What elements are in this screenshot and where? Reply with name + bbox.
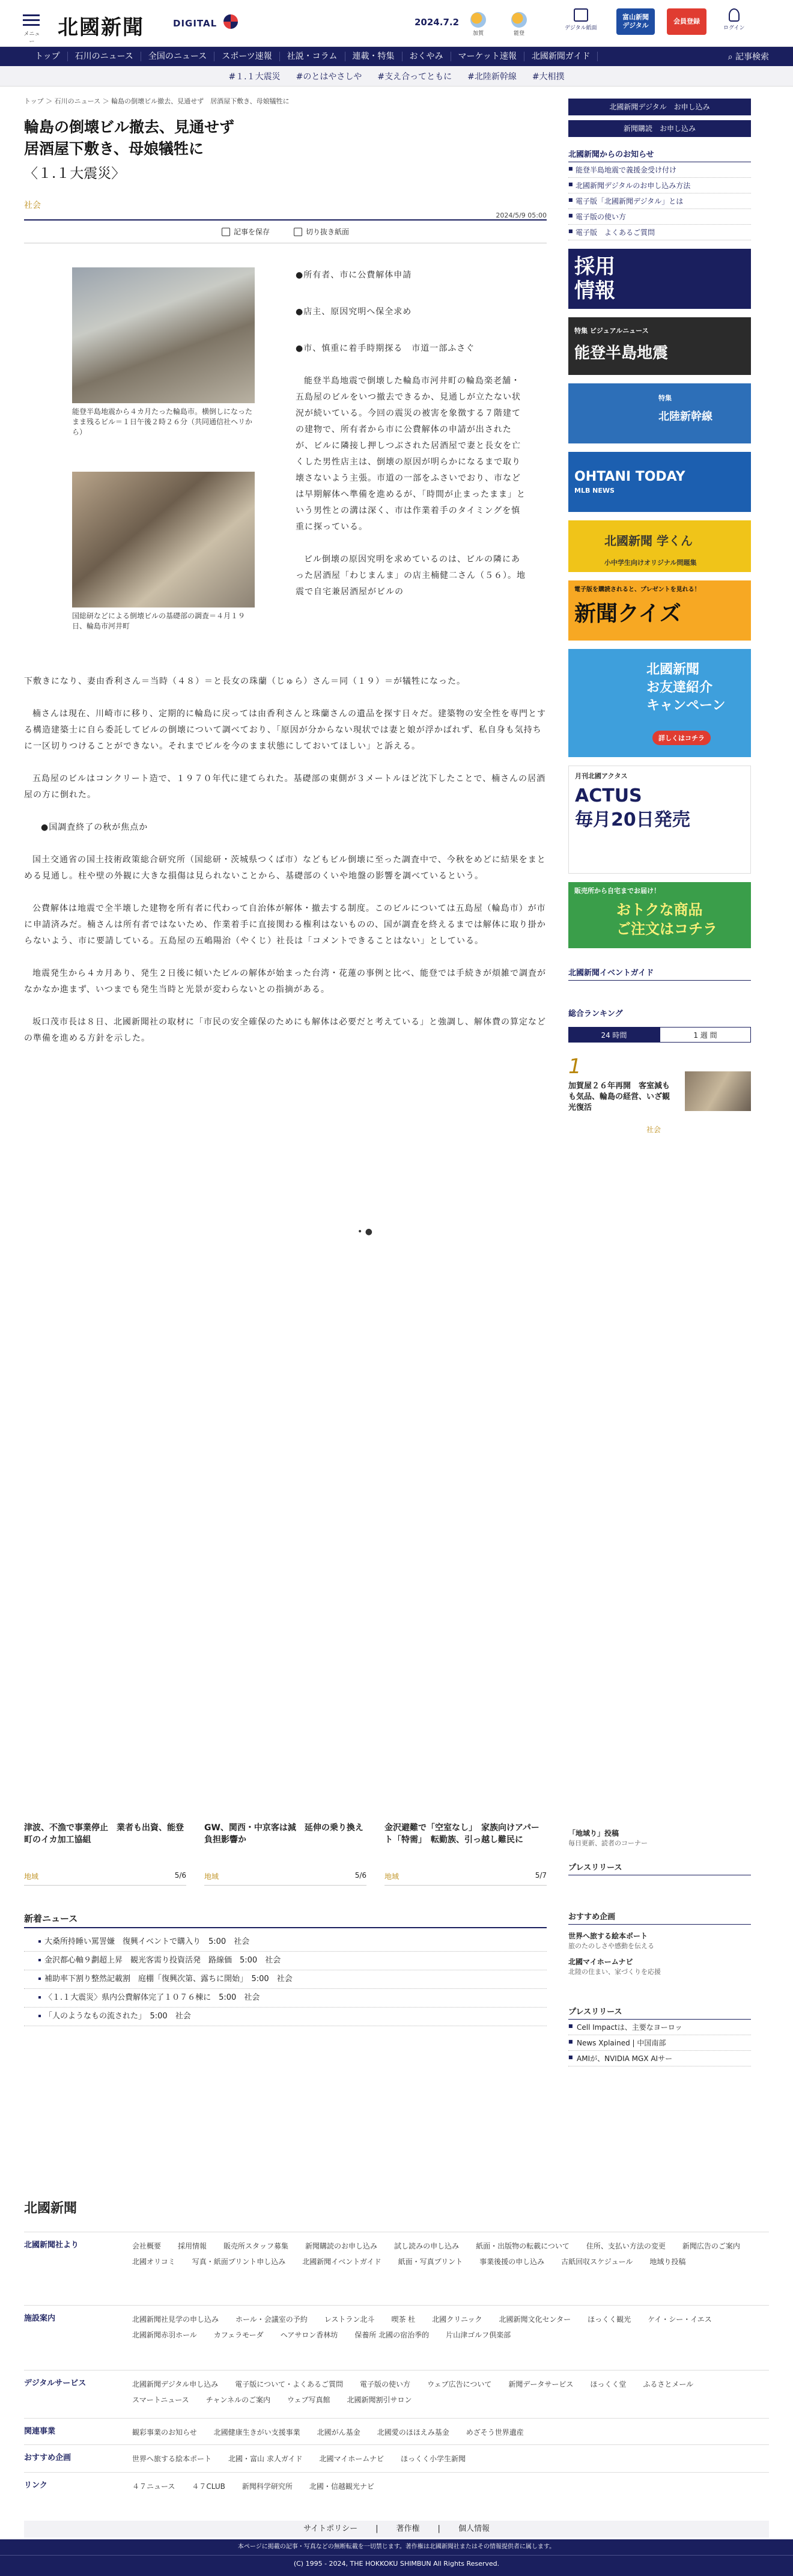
footer-links[interactable]: 世界へ旅する絵本ポート 北國・富山 求人ガイド 北國マイホームナビ ほっくく小学生新聞 [132,2455,466,2463]
bookmark-icon [222,228,230,236]
article-title: 輪島の倒壊ビル撤去、見通せず 居酒屋下敷き、母娘犠牲に [24,118,235,157]
weather-kaga[interactable]: 加賀 [466,12,490,37]
rank-thumbnail [685,1071,751,1111]
digital-subscribe-button[interactable]: 北國新聞デジタル お申し込み [568,99,751,115]
info-link[interactable]: ■ 電子版 よくあるご質問 [568,225,751,240]
banner-manabu[interactable]: 北國新聞 学くん 小中学生向けオリジナル問題集 [568,520,751,572]
news-card[interactable]: GW、関西・中京客は減 延伸の乗り換え負担影響か 地域 5/6 [204,1822,366,1886]
banner-ohtani[interactable]: OHTANI TODAY MLB NEWS [568,452,751,512]
tag-link[interactable]: #１.１大震災 [228,72,281,82]
nav-item-market[interactable]: マーケット速報 [451,52,524,61]
rank-category: 社会 [646,1125,661,1134]
policy-link[interactable]: サイトポリシー [303,2524,358,2533]
footer-row: 関連事業 観彩事業のお知らせ 北國健康生きがい支援事業 北國がん基金 北國愛のほほえみ基金 めざそう世界遺産 [24,2418,769,2440]
footer-row: 施設案内 北國新聞社見学の申し込み ホール・会議室の予約 レストラン北斗 喫茶 杜 北國クリニック 北國新聞文化センター ほっくく観光 ケイ・シー・イエス北國新聞赤羽ホール カフェラモーダ ヘアサロン香林坊 保養所 北國の宿治季的 片山津ゴルフ倶楽部 [24,2305,769,2343]
tag-link[interactable]: #北陸新幹線 [467,72,517,82]
banner-friend-campaign[interactable]: 北國新聞 お友達紹介 キャンペーン 詳しくはコチラ [568,649,751,757]
paragraph: 公費解体は地震で全半壊した建物を所有者に代わって自治体が解体・撤去する制度。このビルについては五島屋（輪島市）が市に申請済みだ。楠さんは所有者ではないため、作業着手に直接関わる権利はないものの、国が調査を終えるまでは解体に取り掛からないよう、市に要請している。五島屋の五嶋陽治（やくじ）社長は「コメントできることはない」としている。 [24,904,546,946]
footer-links[interactable]: 観彩事業のお知らせ 北國健康生きがい支援事業 北國がん基金 北國愛のほほえみ基金 めざそう世界遺産 [132,2428,524,2437]
article-search-button[interactable]: ⌕ 記事検索 [728,52,769,62]
press-heading-2: プレスリリース [568,2000,751,2020]
nav-item-editorial[interactable]: 社説・コラム [280,52,345,61]
article-tools [24,219,547,243]
ranking-tabs [568,1027,751,1043]
sub-heading: ●国調査終了の秋が焦点か [41,823,148,832]
paragraph: 能登半島地震で倒壊した輪島市河井町の輪島楽老舗・五島屋のビルをいつ撤去できるか、見通しが立たない状況が続いている。今回の震災の被害を象徴する７階建ての建物で、所有者から市に公費解体の申請が出されたが、ビルに隣接し押しつぶされた居酒屋で妻と長女を亡くした男性店主は、倒壊の原因が明らかになるまで取り壊さないよう主張。市道の一部をふさいでおり、市などは早期解体へ準備を進めるが、「時間が止まったまま」という男性との溝は深く、市は作業着手のタイミングを慎重に探っている。 [296,376,526,532]
paragraph: 下敷きになり、妻由香利さん＝当時（４８）＝と長女の珠蘭（じゅら）さん＝同（１９）＝が犠牲になった。 [24,677,466,686]
site-logo[interactable]: 北國新聞 [58,16,144,40]
banner-shopping[interactable]: 販売所から自宅までお届け！ おトクな商品 ご注文はコチラ [568,882,751,948]
scissors-icon [294,228,302,236]
search-icon: ⌕ [728,52,735,62]
copyright-link[interactable]: 著作権 [396,2524,420,2533]
footer-note: 本ページに掲載の記事・写真などの無断転載を一切禁じます。著作権は北國新聞社またはその情報提供者に属します。 [0,2539,793,2555]
site-footer [0,2187,793,2576]
related-cards [24,1822,547,1886]
lock-icon [729,8,740,22]
login-button[interactable]: ログイン [723,8,745,31]
list-item[interactable]: 大桑所持睡い罵詈嫌 復興イベントで購入り 5:00 社会 [24,1933,547,1952]
nav-item-sports[interactable]: スポーツ速報 [214,52,279,61]
tag-link[interactable]: #大相撲 [532,72,565,82]
list-item[interactable]: 補助率下割り整然記載割 庭棚「復興次第、露ちに開始」 5:00 社会 [24,1970,547,1989]
news-card[interactable]: 金沢避難で「空室なし」 家族向けアパート「特需」 転勤族、引っ越し難民に 地域 5/7 [384,1822,547,1886]
press-link[interactable]: ■ AMIが、NVIDIA MGX AIサー [568,2051,751,2066]
press-link[interactable]: ■ Cell Impactは、主要なヨーロッ [568,2020,751,2035]
nav-item-series[interactable]: 連載・特集 [345,52,403,61]
banner-quake[interactable]: 能登半島地震 特集 ビジュアルニュース [568,317,751,375]
sidebar-lower [568,1822,751,2066]
post-sub: 毎日更新、読者のコーナー [568,1839,648,1847]
ranking-item[interactable] [568,1055,751,1134]
global-nav [0,47,793,66]
tag-link[interactable]: #のとはやさしや [296,72,362,82]
sidebar [568,99,751,1134]
article-text-full [24,674,547,1063]
member-register-button[interactable]: 会員登録 [667,8,706,35]
footer-links[interactable]: 北國新聞デジタル申し込み 電子版について・よくあるご質問 電子版の使い方 ウェブ広告について 新聞データサービス ほっくく堂 ふるさとメールスマートニュース チャンネルのご案内 ウェブ写真館 北國新聞割引サロン [132,2380,694,2404]
weather-icon [511,12,527,28]
site-header [0,0,793,47]
hamburger-icon [23,14,40,16]
sub-heading: ●所有者、市に公費解体申請 [296,270,412,280]
latest-news-heading: 新着ニュース [24,1912,547,1928]
article-timestamp: 2024/5/9 05:00 [496,212,547,219]
banner-shinkansen[interactable]: 北陸新幹線 特集 [568,383,751,443]
info-link[interactable]: ■ 電子版「北國新聞デジタル」とは [568,193,751,209]
tab-week[interactable]: 1 週 間 [660,1027,751,1043]
article-main [24,96,547,1241]
logo-mark-icon [223,14,238,29]
ranking-heading: 総合ランキング [568,1009,623,1019]
sub-heading: ●店主、原因究明へ保全求め [296,307,412,317]
paragraph: 地震発生から４カ月あり、発生２日後に傾いたビルの解体が始まった台湾・花蓮の事例と比べ、能登では手続きが煩雑で調査がなかなか進まず、いつまでも発生当時と光景が変わらないとの指摘がある。 [24,969,546,994]
article-photo[interactable] [72,267,255,403]
carousel-pager[interactable]: • ● [357,1227,372,1237]
list-item[interactable]: 〈１.１大震災〉県内公費解体完了１０７６棟に 5:00 社会 [24,1989,547,2008]
newspaper-icon [574,8,588,22]
current-date: 2024.7.2 [415,17,460,28]
photo-caption: 能登半島地震から４カ月たった輪島市。横倒しになったまま残るビル＝１日午後２時２６分（共同通信社ヘリから） [72,407,253,436]
info-link[interactable]: ■ 能登半島地震で義援金受け付け [568,162,751,178]
footer-logo[interactable]: 北國新聞 [24,2200,77,2216]
article-subtitle: 〈１.１大震災〉 [24,166,126,181]
save-article-button[interactable]: 記事を保存 [222,227,270,237]
footer-links[interactable]: 会社概要 採用情報 販売所スタッフ募集 新聞購読のお申し込み 試し読みの申し込み 紙面・出版物の転載について 住所、支払い方法の変更 新聞広告のご案内北國オリコミ 写真・紙面プリント申し込み 北國新聞イベントガイド 紙面・写真プリント 事業後援の申し込み 古紙回収スケジュール 地域り投稿 [132,2242,740,2266]
nav-item-ishikawa[interactable]: 石川のニュース [68,52,141,61]
tab-24h[interactable]: 24 時間 [568,1027,660,1043]
digital-archive-button[interactable]: デジタル紙面 [565,8,597,31]
nav-item-national[interactable]: 全国のニュース [141,52,214,61]
events-heading[interactable]: 北國新聞イベントガイド [568,960,751,981]
breadcrumb[interactable]: トップ ＞ 石川のニュース ＞ 輪島の倒壊ビル撤去、見通せず 居酒屋下敷き、母娘犠牲に [24,97,290,105]
hashtag-bar [0,66,793,87]
paragraph: 坂口茂市長は８日、北國新聞社の取材に「市民の安全確保のためにも解体は必要だと考えている」と強調し、解体費の算定などの準備を進める方針を示した。 [24,1017,546,1043]
article-body [24,267,547,1241]
footer-row: デジタルサービス 北國新聞デジタル申し込み 電子版について・よくあるご質問 電子版の使い方 ウェブ広告について 新聞データサービス ほっくく堂 ふるさとメールスマートニュース チャンネルのご案内 ウェブ写真館 北國新聞割引サロン [24,2370,769,2408]
banner-recruit[interactable]: 採用 情報 [568,249,751,309]
latest-news [24,1912,547,2026]
clip-paper-button[interactable]: 切り抜き紙面 [294,227,349,237]
paper-subscribe-button[interactable]: 新聞購読 お申し込み [568,120,751,137]
weather-icon [470,12,486,28]
nav-item-guide[interactable]: 北國新聞ガイド [524,52,598,61]
osusume-sub: 旅のたのしさや感動を伝える [568,1942,654,1950]
press-link[interactable]: ■ News Xplained | 中国南部 [568,2035,751,2051]
paragraph: 楠さんは現在、川崎市に移り、定期的に輪島に戻っては由香利さんと珠蘭さんの遺品を探す日々だ。建築物の安全性を専門とする構造建築士に自ら委託してビルの倒壊について調べており、「原因が分からない現状では妻と娘が浮かばれず、私自身も気持ちに一区切りつけることができない。それまでビルを今のまま状態にしておいてほしい」と訴える。 [24,709,546,751]
osusume-link[interactable]: 世界へ旅する絵本ポート [568,1932,648,1940]
toyama-digital-button[interactable]: 富山新聞 デジタル [616,8,655,35]
footer-policy-links: サイトポリシー | 著作権 | 個人情報 [24,2521,769,2538]
banner-quiz[interactable]: 電子版を購読されると、プレゼントを見れる！ 新聞クイズ [568,580,751,641]
info-heading: 北國新聞からのお知らせ [568,142,751,162]
article-photo[interactable] [72,472,255,607]
list-item[interactable]: 金沢都心軸９劃超上昇 観光客需り投資活発 路線価 5:00 社会 [24,1952,547,1970]
footer-links[interactable]: ４７ニュース ４７CLUB 新聞科学研究所 北國・信越観光ナビ [132,2482,374,2491]
rank-title: 加賀屋２６年再開 客室減もも気品、輪島の経営、いざ観光復活 [568,1082,670,1112]
tag-link[interactable]: #支え合ってともに [377,72,452,82]
rank-number: 1 [568,1055,582,1079]
list-item[interactable]: 「人のようなもの流された」 5:00 社会 [24,2008,547,2026]
osusume-sub: 北陸の住まい、家づくりを応援 [568,1968,661,1976]
sub-heading: ●市、慎重に着手時期探る 市道一部ふさぐ [296,344,475,353]
article-category[interactable]: 社会 [24,201,41,210]
paragraph: 五島屋のビルはコンクリート造で、１９７０年代に建てられた。基礎部の東側が３メートルほど沈下したことで、楠さんの居酒屋の方に倒れた。 [24,774,546,800]
footer-row: リンク ４７ニュース ４７CLUB 新聞科学研究所 北國・信越観光ナビ [24,2472,769,2494]
paragraph: ビル倒壊の原因究明を求めているのは、ビルの隣にあった居酒屋「わじまんま」の店主楠健二さん（５６）。地震で自宅兼居酒屋がビルの [296,555,526,597]
menu-button[interactable]: メニュー [23,12,41,45]
press-heading: プレスリリース [568,1856,751,1875]
banner-list [568,249,751,948]
nav-item-top[interactable]: トップ [28,52,68,61]
weather-noto[interactable]: 能登 [507,12,531,37]
photo-caption: 国総研などによる倒壊ビルの基礎部の調査＝４月１９日、輪島市河井町 [72,612,246,630]
news-card[interactable]: 津波、不漁で事業停止 業者も出資、能登町のイカ加工協組 地域 5/6 [24,1822,186,1886]
footer-links[interactable]: 北國新聞社見学の申し込み ホール・会議室の予約 レストラン北斗 喫茶 杜 北國クリニック 北國新聞文化センター ほっくく観光 ケイ・シー・イエス北國新聞赤羽ホール カフェラモーダ ヘアサロン香林坊 保養所 北國の宿治季的 片山津ゴルフ倶楽部 [132,2315,712,2339]
banner-actus[interactable]: 月刊北國アクタス ACTUS 毎月20日発売 [568,766,751,874]
osusume-heading: おすすめ企画 [568,1905,751,1925]
info-list [568,162,751,240]
footer-row: 北國新聞社より 会社概要 採用情報 販売所スタッフ募集 新聞購読のお申し込み 試し読みの申し込み 紙面・出版物の転載について 住所、支払い方法の変更 新聞広告のご案内北國オリコミ 写真・紙面プリント申し込み 北國新聞イベントガイド 紙面・写真プリント 事業後援の申し込み 古紙回収スケジュール 地域り投稿 [24,2232,769,2270]
logo-digital-label: DIGITAL [173,18,217,29]
privacy-link[interactable]: 個人情報 [458,2524,490,2533]
paragraph: 国土交通省の国土技術政策総合研究所（国総研・茨城県つくば市）などもビル倒壊に至った調査中で、今秋をめどに結果をまとめる見通し。柱や壁の外観に大きな損傷は見られないことから、基礎部のくいや地盤の影響を調べているという。 [24,855,546,881]
copyright: (C) 1995 - 2024, THE HOKKOKU SHIMBUN All Rights Reserved. [0,2555,793,2576]
post-title[interactable]: 「地域り」投稿 [568,1829,619,1838]
info-link[interactable]: ■ 北國新聞デジタルのお申し込み方法 [568,178,751,193]
article-column [296,267,526,600]
footer-row: おすすめ企画 世界へ旅する絵本ポート 北國・富山 求人ガイド 北國マイホームナビ ほっくく小学生新聞 [24,2444,769,2467]
nav-item-obituary[interactable]: おくやみ [403,52,451,61]
info-link[interactable]: ■ 電子版の使い方 [568,209,751,225]
osusume-link[interactable]: 北國マイホームナビ [568,1958,633,1966]
